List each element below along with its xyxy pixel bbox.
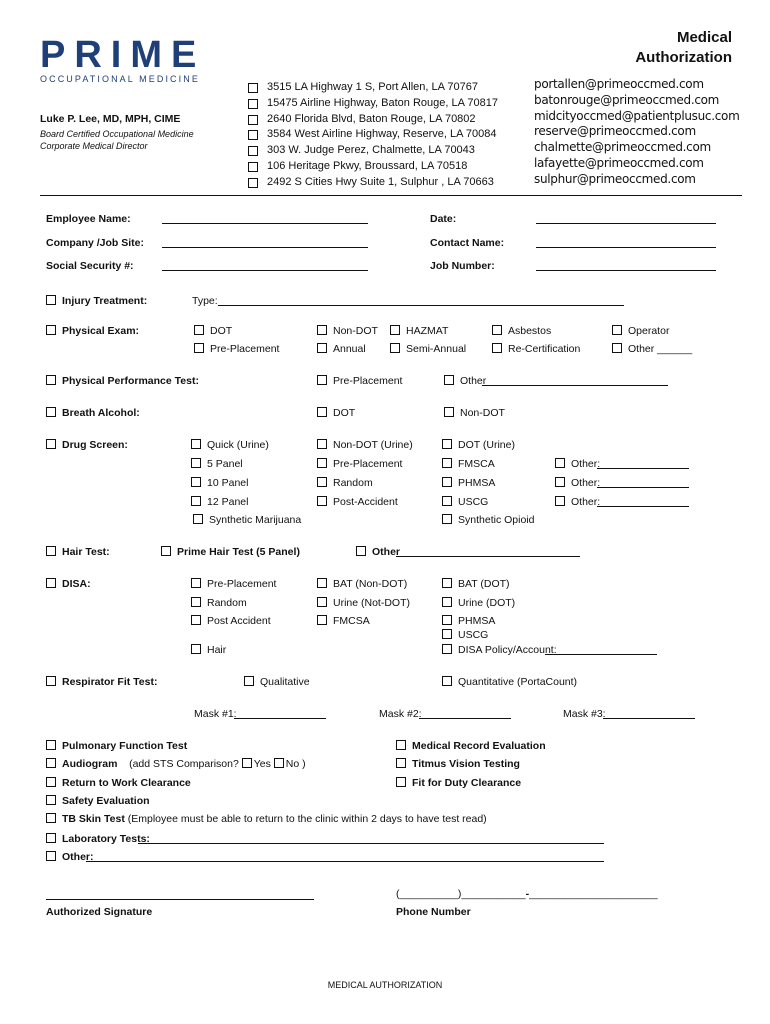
location-addresses [248, 80, 498, 191]
email-link[interactable]: lafayette@primeoccmed.com [534, 155, 704, 170]
physical-other[interactable]: Other ______ [612, 343, 692, 355]
disa-uscg[interactable]: USCG [442, 629, 488, 641]
drug-preplacement[interactable]: Pre-Placement [317, 458, 402, 470]
location-row[interactable]: 3584 West Airline Highway, Reserve, LA 70084 [248, 127, 498, 143]
drug-synthetic-marijuana[interactable]: Synthetic Marijuana [193, 514, 301, 526]
resp-checkbox[interactable] [46, 676, 56, 686]
checkbox[interactable] [612, 325, 622, 335]
employee-name-field[interactable] [162, 212, 368, 224]
drug-synthetic-opioid[interactable]: Synthetic Opioid [442, 514, 534, 526]
checkbox[interactable] [46, 833, 56, 843]
checkbox[interactable] [191, 578, 201, 588]
other-test[interactable]: Other: [46, 851, 94, 863]
checkbox[interactable] [356, 546, 366, 556]
checkbox[interactable] [317, 597, 327, 607]
hair-prime[interactable]: Prime Hair Test (5 Panel) [161, 546, 300, 558]
sts-yes-checkbox[interactable] [242, 758, 252, 768]
disa-checkbox[interactable] [46, 578, 56, 588]
injury-treatment[interactable]: Injury Treatment: [46, 295, 147, 307]
authorized-signature-label: Authorized Signature [46, 906, 153, 918]
logo-tagline: OCCUPATIONAL MEDICINE [40, 74, 200, 84]
resp-quantitative[interactable]: Quantitative (PortaCount) [442, 676, 577, 688]
location-checkbox[interactable] [248, 146, 258, 156]
doctor-name: Luke P. Lee, MD, MPH, CIME [40, 113, 181, 125]
fit-for-duty[interactable]: Fit for Duty Clearance [396, 777, 521, 789]
breath-nondot[interactable]: Non-DOT [444, 407, 505, 419]
job-number-field[interactable] [536, 259, 716, 271]
disa-random[interactable]: Random [191, 597, 247, 609]
checkbox[interactable] [191, 477, 201, 487]
checkbox[interactable] [317, 407, 327, 417]
checkbox[interactable] [161, 546, 171, 556]
email-link[interactable]: chalmette@primeoccmed.com [534, 140, 711, 155]
doctor-cred-2: Corporate Medical Director [40, 141, 148, 151]
header-divider [40, 195, 742, 196]
drug-fmsca[interactable]: FMSCA [442, 458, 495, 470]
checkbox[interactable] [317, 496, 327, 506]
checkbox[interactable] [46, 851, 56, 861]
checkbox[interactable] [492, 325, 502, 335]
mask-1-label: Mask #1: [194, 708, 237, 720]
ssn-label: Social Security #: [46, 260, 134, 272]
checkbox[interactable] [244, 676, 254, 686]
checkbox[interactable] [442, 578, 452, 588]
drug-other-2[interactable]: Other: [555, 477, 600, 489]
injury-type-field[interactable] [218, 294, 624, 306]
checkbox[interactable] [390, 325, 400, 335]
physical-asbestos[interactable]: Asbestos [492, 325, 551, 337]
checkbox[interactable] [191, 439, 201, 449]
disa-urine-dot[interactable]: Urine (DOT) [442, 597, 515, 609]
drug-other-3[interactable]: Other: [555, 496, 600, 508]
location-checkbox[interactable] [248, 162, 258, 172]
location-checkbox[interactable] [248, 178, 258, 188]
breath-checkbox[interactable] [46, 407, 56, 417]
ppt-checkbox[interactable] [46, 375, 56, 385]
physical-operator[interactable]: Operator [612, 325, 669, 337]
disa-bat-nondot[interactable]: BAT (Non-DOT) [317, 578, 407, 590]
checkbox[interactable] [492, 343, 502, 353]
checkbox[interactable] [442, 514, 452, 524]
drug-checkbox[interactable] [46, 439, 56, 449]
checkbox[interactable] [46, 795, 56, 805]
lab-tests-field[interactable] [138, 832, 604, 844]
date-field[interactable] [536, 212, 716, 224]
phone-number-label: Phone Number [396, 906, 471, 918]
pulmonary-function-test[interactable]: Pulmonary Function Test [46, 740, 187, 752]
drug-5panel[interactable]: 5 Panel [191, 458, 243, 470]
hair-other-field[interactable] [396, 545, 580, 557]
checkbox[interactable] [442, 439, 452, 449]
title-line-1: Medical [676, 29, 732, 46]
title-line-2: Authorization [635, 49, 732, 66]
mask-1-field[interactable] [234, 707, 326, 719]
drug-dot[interactable]: DOT (Urine) [442, 439, 515, 451]
physical-annual[interactable]: Annual [317, 343, 366, 355]
doctor-cred-1: Board Certified Occupational Medicine [40, 129, 194, 139]
location-emails [534, 77, 739, 188]
mask-2-label: Mask #2: [379, 708, 422, 720]
laboratory-tests[interactable]: Laboratory Tests: [46, 833, 150, 845]
physical-recert[interactable]: Re-Certification [492, 343, 580, 355]
checkbox[interactable] [390, 343, 400, 353]
physical-preplacement[interactable]: Pre-Placement [194, 343, 279, 355]
signature-field[interactable] [46, 888, 314, 900]
return-to-work[interactable]: Return to Work Clearance [46, 777, 191, 789]
breath-dot[interactable]: DOT [317, 407, 355, 419]
email-link[interactable]: portallen@primeoccmed.com [534, 77, 704, 91]
mask-3-field[interactable] [603, 707, 695, 719]
drug-post-accident[interactable]: Post-Accident [317, 496, 398, 508]
disa-bat-dot[interactable]: BAT (DOT) [442, 578, 510, 590]
location-row[interactable]: 2640 Florida Blvd, Baton Rouge, LA 70802 [248, 112, 498, 128]
mask-3-label: Mask #3: [563, 708, 606, 720]
drug-other-1[interactable]: Other: [555, 458, 600, 470]
job-number-label: Job Number: [430, 260, 495, 272]
physical-performance-test[interactable]: Physical Performance Test: [46, 375, 199, 387]
drug-12panel[interactable]: 12 Panel [191, 496, 248, 508]
checkbox[interactable] [194, 325, 204, 335]
checkbox[interactable] [442, 676, 452, 686]
disa-policy-field[interactable] [545, 643, 657, 655]
mask-2-field[interactable] [419, 707, 511, 719]
disa-post-accident[interactable]: Post Accident [191, 615, 271, 627]
checkbox[interactable] [317, 343, 327, 353]
checkbox[interactable] [442, 477, 452, 487]
checkbox[interactable] [444, 375, 454, 385]
respirator-fit-test[interactable]: Respirator Fit Test: [46, 676, 157, 688]
drug-other-3-field[interactable] [597, 495, 689, 507]
doctor-credentials [40, 128, 194, 152]
checkbox[interactable] [396, 758, 406, 768]
physical-hazmat[interactable]: HAZMAT [390, 325, 448, 337]
audiogram[interactable]: Audiogram (add STS Comparison? Yes No ) [46, 758, 306, 770]
ppt-other-field[interactable] [482, 374, 668, 386]
disa-fmcsa[interactable]: FMCSA [317, 615, 370, 627]
prime-logo: PRIME [40, 34, 206, 76]
checkbox[interactable] [555, 477, 565, 487]
checkbox[interactable] [444, 407, 454, 417]
checkbox[interactable] [442, 629, 452, 639]
drug-random[interactable]: Random [317, 477, 373, 489]
checkbox[interactable] [46, 758, 56, 768]
hair-test[interactable]: Hair Test: [46, 546, 110, 558]
location-row[interactable]: 15475 Airline Highway, Baton Rouge, LA 70817 [248, 96, 498, 112]
company-field[interactable] [162, 236, 368, 248]
checkbox[interactable] [442, 644, 452, 654]
checkbox[interactable] [442, 458, 452, 468]
drug-other-2-field[interactable] [597, 476, 689, 488]
email-link[interactable]: batonrouge@primeoccmed.com [534, 92, 720, 107]
checkbox[interactable] [317, 325, 327, 335]
contact-label: Contact Name: [430, 237, 505, 249]
location-checkbox[interactable] [248, 99, 258, 109]
checkbox[interactable] [317, 578, 327, 588]
breath-alcohol[interactable]: Breath Alcohol: [46, 407, 140, 419]
tb-skin-test[interactable]: TB Skin Test (Employee must be able to return to the clinic within 2 days to have test read) [46, 813, 487, 825]
location-row[interactable]: 2492 S Cities Hwy Suite 1, Sulphur , LA 70663 [248, 175, 498, 191]
employee-name-label: Employee Name: [46, 213, 131, 225]
checkbox[interactable] [317, 615, 327, 625]
hair-checkbox[interactable] [46, 546, 56, 556]
drug-uscg[interactable]: USCG [442, 496, 488, 508]
disa-urine-notdot[interactable]: Urine (Not-DOT) [317, 597, 410, 609]
checkbox[interactable] [46, 813, 56, 823]
checkbox[interactable] [191, 597, 201, 607]
titmus-vision[interactable]: Titmus Vision Testing [396, 758, 520, 770]
physical-dot[interactable]: DOT [194, 325, 232, 337]
location-checkbox[interactable] [248, 115, 258, 125]
ssn-field[interactable] [162, 259, 368, 271]
checkbox[interactable] [555, 496, 565, 506]
checkbox[interactable] [442, 615, 452, 625]
email-link[interactable]: reserve@primeoccmed.com [534, 124, 696, 139]
injury-type-label: Type: [192, 295, 218, 307]
checkbox[interactable] [317, 477, 327, 487]
drug-phmsa[interactable]: PHMSA [442, 477, 495, 489]
checkbox[interactable] [442, 597, 452, 607]
medical-record-evaluation[interactable]: Medical Record Evaluation [396, 740, 546, 752]
checkbox[interactable] [46, 740, 56, 750]
resp-qualitative[interactable]: Qualitative [244, 676, 310, 688]
checkbox[interactable] [194, 343, 204, 353]
disa-preplacement[interactable]: Pre-Placement [191, 578, 276, 590]
drug-nondot[interactable]: Non-DOT (Urine) [317, 439, 413, 451]
checkbox[interactable] [191, 496, 201, 506]
physical-checkbox[interactable] [46, 325, 56, 335]
disa-phmsa[interactable]: PHMSA [442, 615, 495, 627]
hair-other[interactable]: Other [356, 546, 400, 558]
email-link[interactable]: midcityoccmed@patientplusuc.com [534, 108, 740, 123]
contact-field[interactable] [536, 236, 716, 248]
company-label: Company /Job Site: [46, 237, 145, 249]
other-test-field[interactable] [86, 850, 604, 862]
checkbox[interactable] [193, 514, 203, 524]
checkbox[interactable] [191, 644, 201, 654]
location-row[interactable]: 106 Heritage Pkwy, Broussard, LA 70518 [248, 159, 498, 175]
checkbox[interactable] [191, 458, 201, 468]
checkbox[interactable] [191, 615, 201, 625]
physical-nondot[interactable]: Non-DOT [317, 325, 378, 337]
drug-10panel[interactable]: 10 Panel [191, 477, 248, 489]
document-title [635, 28, 732, 68]
checkbox[interactable] [317, 439, 327, 449]
checkbox[interactable] [396, 777, 406, 787]
location-checkbox[interactable] [248, 83, 258, 93]
checkbox[interactable] [396, 740, 406, 750]
checkbox[interactable] [317, 458, 327, 468]
date-label: Date: [430, 213, 457, 225]
page-footer: MEDICAL AUTHORIZATION [327, 980, 443, 990]
sts-no-checkbox[interactable] [274, 758, 284, 768]
ppt-other[interactable]: Other [444, 375, 486, 387]
disa-hair[interactable]: Hair [191, 644, 226, 656]
location-row[interactable]: 303 W. Judge Perez, Chalmette, LA 70043 [248, 143, 498, 159]
checkbox[interactable] [612, 343, 622, 353]
drug-screen[interactable]: Drug Screen: [46, 439, 128, 451]
email-link[interactable]: sulphur@primeoccmed.com [534, 171, 696, 186]
physical-semiannual[interactable]: Semi-Annual [390, 343, 466, 355]
physical-exam[interactable]: Physical Exam: [46, 325, 139, 337]
checkbox[interactable] [442, 496, 452, 506]
ppt-preplacement[interactable]: Pre-Placement [317, 375, 402, 387]
phone-field[interactable]: (__________)___________-______________________ [396, 888, 658, 900]
drug-other-1-field[interactable] [597, 457, 689, 469]
location-row[interactable]: 3515 LA Highway 1 S, Port Allen, LA 70767 [248, 80, 498, 96]
disa[interactable]: DISA: [46, 578, 91, 590]
checkbox[interactable] [317, 375, 327, 385]
location-checkbox[interactable] [248, 130, 258, 140]
safety-evaluation[interactable]: Safety Evaluation [46, 795, 150, 807]
checkbox[interactable] [46, 777, 56, 787]
disa-policy-account[interactable]: DISA Policy/Account: [442, 644, 557, 656]
drug-quick[interactable]: Quick (Urine) [191, 439, 269, 451]
injury-checkbox[interactable] [46, 295, 56, 305]
checkbox[interactable] [555, 458, 565, 468]
